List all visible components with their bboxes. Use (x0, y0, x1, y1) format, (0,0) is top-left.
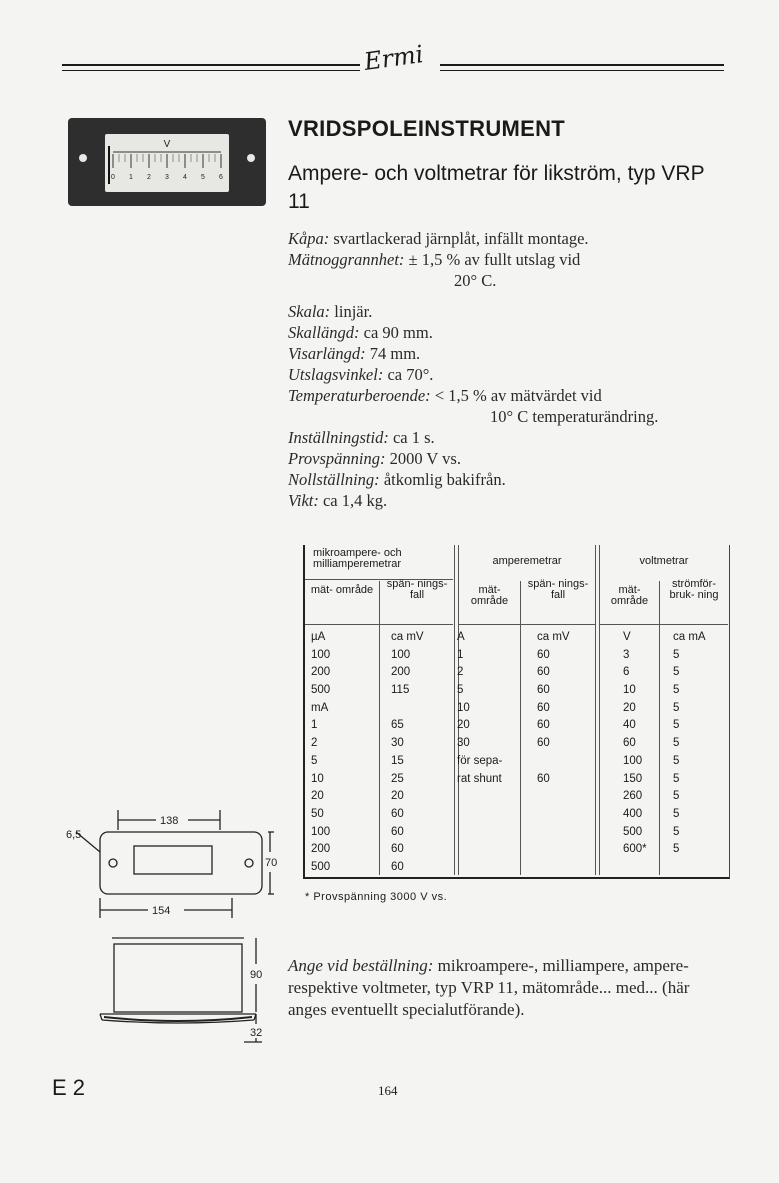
group-header: voltmetrar (639, 555, 689, 567)
table-cell: 500 (311, 860, 331, 873)
table-cell: 5 (673, 807, 680, 820)
page-subtitle: Ampere- och voltmetrar för likström, typ VRP 11 (288, 162, 705, 213)
page-number: 164 (378, 1083, 398, 1098)
svg-text:1: 1 (129, 174, 133, 181)
table-cell: 200 (391, 666, 411, 679)
table-cell (537, 841, 570, 859)
table-cell: 100 (311, 648, 331, 661)
table-cell: 500 (623, 825, 643, 838)
svg-text:6,5: 6,5 (66, 829, 82, 841)
column-header: spän- nings- fall (386, 578, 448, 601)
table-cell (537, 806, 570, 824)
svg-text:3: 3 (165, 174, 169, 181)
table-cell: 5 (673, 648, 680, 661)
table-cell (537, 824, 570, 842)
svg-text:0: 0 (111, 174, 115, 181)
table-cell: 400 (623, 807, 643, 820)
svg-text:154: 154 (152, 905, 171, 917)
table-cell: för sepa- (457, 754, 503, 767)
svg-text:138: 138 (160, 815, 179, 827)
group-header: mikroampere- och milliamperemetrar (313, 547, 402, 570)
section-label: E 2 (52, 1075, 86, 1100)
table-cell: 30 (457, 737, 470, 750)
table-cell: 5 (673, 790, 680, 803)
table-cell: 500 (311, 684, 331, 697)
table-cell: 2 (457, 666, 464, 679)
table-cell: 50 (311, 807, 324, 820)
brand-logo: Ermi (362, 40, 426, 76)
table-cell: 1 (311, 719, 318, 732)
spec-row: Provspänning: 2000 V vs. (288, 449, 461, 468)
spec-row: Nollställning: åtkomlig bakifrån. (288, 470, 506, 489)
spec-row: Vikt: ca 1,4 kg. (288, 491, 388, 510)
order-note: Ange vid beställning: mikroampere-, milliampere, ampere- respektive voltmeter, typ VRP 11, mätområde... med... (här anges eventuellt specialutförande). (288, 956, 690, 1019)
table-cell (537, 788, 570, 806)
table-cell: 5 (673, 843, 680, 856)
spec-row: Skallängd: ca 90 mm. (288, 323, 433, 342)
ranges-table (303, 545, 730, 879)
table-cell: 5 (673, 719, 680, 732)
column-range-ua (311, 629, 330, 877)
table-cell (623, 859, 647, 877)
table-cell: 115 (391, 684, 410, 697)
table-cell: rat shunt (457, 772, 502, 785)
side-view-drawing (94, 934, 274, 1046)
spec-list (288, 228, 733, 511)
table-cell: 60 (537, 701, 550, 714)
table-cell: 5 (311, 754, 318, 767)
table-cell: 60 (391, 860, 404, 873)
table-cell: µA (311, 631, 326, 643)
table-cell: 60 (537, 772, 550, 785)
table-footnote: * Provspänning 3000 V vs. (305, 891, 448, 903)
svg-text:90: 90 (250, 969, 263, 981)
table-cell: 60 (537, 684, 550, 697)
svg-text:32: 32 (250, 1027, 263, 1039)
table-cell: 15 (391, 754, 404, 767)
spec-row-cont: 10° C temperaturändring. (490, 407, 659, 426)
table-cell: 5 (673, 772, 680, 785)
table-cell: 3 (623, 648, 630, 661)
meter-scale (105, 134, 229, 192)
spec-row: Skala: linjär. (288, 302, 373, 321)
spec-row: Kåpa: svartlackerad järnplåt, infällt montage. (288, 229, 589, 248)
table-cell: 100 (623, 754, 643, 767)
meter-unit-label: V (163, 139, 171, 150)
table-cell: 5 (673, 737, 680, 750)
table-cell: 25 (391, 772, 404, 785)
column-header: spän- nings- fall (527, 578, 589, 601)
table-cell: 60 (537, 737, 550, 750)
column-header: mät- område (310, 584, 374, 596)
table-cell: 20 (623, 701, 636, 714)
table-cell (537, 859, 570, 877)
table-cell: ca mV (537, 631, 570, 643)
spec-row: Temperaturberoende: < 1,5 % av mätvärdet vid (288, 386, 602, 405)
front-view-drawing (60, 808, 290, 928)
table-cell: 60 (537, 719, 550, 732)
table-cell: A (457, 631, 465, 643)
svg-text:4: 4 (183, 174, 187, 181)
table-cell: 6 (623, 666, 630, 679)
table-cell: 200 (311, 843, 331, 856)
table-cell (457, 806, 521, 824)
table-cell (537, 753, 570, 771)
table-cell: ca mV (391, 631, 424, 643)
table-cell: 100 (391, 648, 411, 661)
screw-right-icon (247, 154, 255, 162)
table-cell: 60 (623, 737, 636, 750)
table-cell: 5 (673, 754, 680, 767)
table-cell (457, 841, 521, 859)
group-header: amperemetrar (492, 555, 562, 567)
spec-row: Utslagsvinkel: ca 70°. (288, 365, 434, 384)
table-cell: 40 (623, 719, 636, 732)
table-cell (673, 859, 706, 877)
table-cell: 100 (311, 825, 331, 838)
table-cell: 10 (311, 772, 324, 785)
table-cell: 60 (391, 825, 404, 838)
table-cell: 600* (623, 843, 647, 856)
screw-left-icon (79, 154, 87, 162)
table-cell: 5 (673, 825, 680, 838)
table-cell: 60 (537, 666, 550, 679)
table-cell: 30 (391, 737, 404, 750)
table-cell: 60 (537, 648, 550, 661)
table-cell: 5 (673, 666, 680, 679)
column-header: mät- område (610, 584, 649, 607)
table-cell (457, 824, 521, 842)
table-cell: 5 (457, 684, 464, 697)
table-cell: 5 (673, 684, 680, 697)
svg-text:5: 5 (201, 174, 205, 181)
table-cell (457, 788, 521, 806)
table-cell: 150 (623, 772, 643, 785)
table-cell: 60 (391, 807, 404, 820)
spec-row-cont: 20° C. (454, 271, 497, 290)
table-cell: 20 (391, 790, 404, 803)
table-cell: mA (311, 701, 329, 714)
table-cell: 60 (391, 843, 404, 856)
column-header: mät- område (470, 584, 509, 607)
svg-text:6: 6 (219, 174, 223, 181)
column-current-v (673, 629, 706, 877)
page-title: VRIDSPOLEINSTRUMENT (288, 116, 566, 141)
table-cell: 1 (457, 648, 464, 661)
svg-text:70: 70 (265, 857, 278, 869)
column-header: strömför- bruk- ning (669, 578, 719, 601)
column-range-a (457, 629, 521, 877)
table-cell: 65 (391, 719, 404, 732)
table-cell: 5 (673, 701, 680, 714)
meter-image (68, 118, 266, 206)
column-range-v (623, 629, 647, 877)
table-cell: 200 (311, 666, 331, 679)
table-cell: ca mA (673, 631, 706, 643)
svg-text:2: 2 (147, 174, 151, 181)
spec-row: Inställningstid: ca 1 s. (288, 428, 435, 447)
table-cell (391, 700, 424, 718)
spec-row: Mätnoggrannhet: ± 1,5 % av fullt utslag vid (288, 250, 581, 269)
spec-row: Visarlängd: 74 mm. (288, 344, 421, 363)
table-cell (457, 859, 521, 877)
column-drop-a (537, 629, 570, 877)
table-cell: 10 (457, 701, 470, 714)
table-cell: V (623, 631, 631, 643)
table-cell: 260 (623, 790, 643, 803)
table-cell: 20 (457, 719, 470, 732)
table-cell: 2 (311, 737, 318, 750)
column-drop-mv (391, 629, 424, 877)
table-cell: 10 (623, 684, 636, 697)
table-cell: 20 (311, 790, 324, 803)
